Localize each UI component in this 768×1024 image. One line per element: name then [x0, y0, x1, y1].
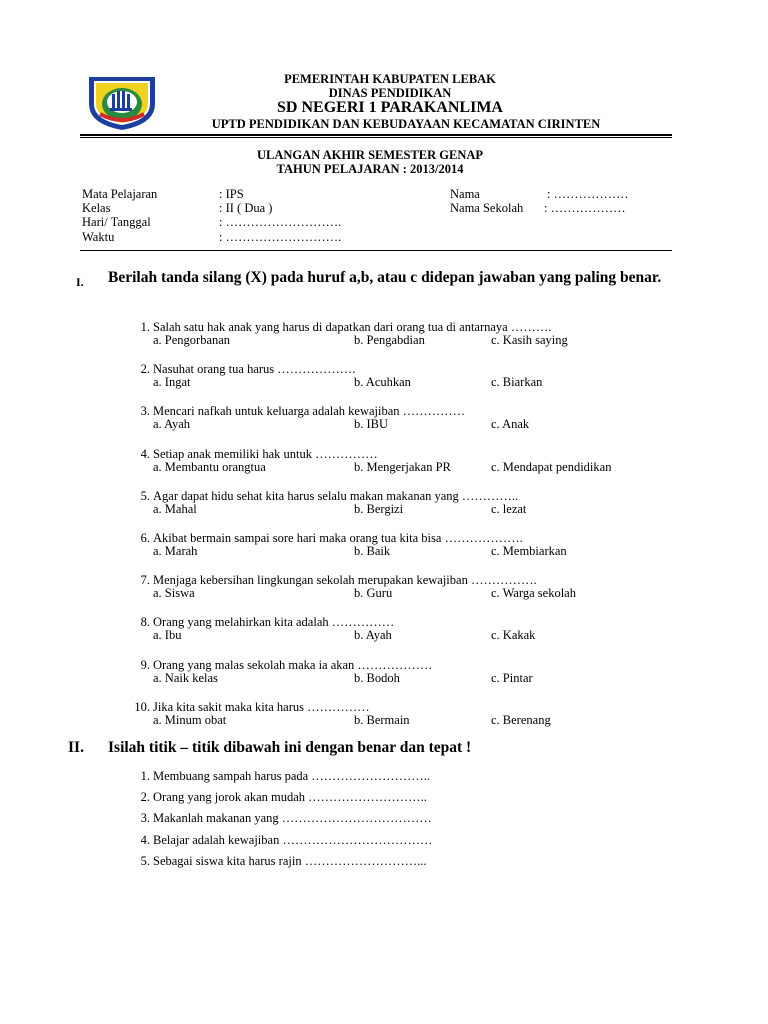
question-text: Jika kita sakit maka kita harus …………… — [153, 699, 370, 714]
option-a: a. Mahal — [153, 501, 197, 516]
option-b: b. Bergizi — [354, 501, 404, 516]
option-b: b. IBU — [354, 417, 389, 432]
subject-value: : IPS — [219, 187, 244, 201]
question-number: 9. — [140, 657, 150, 672]
option-c: c. Kasih saying — [491, 333, 568, 347]
option-b: b. Mengerjakan PR — [354, 459, 451, 474]
section2-number: II. — [68, 739, 84, 756]
class-label: Kelas — [82, 201, 111, 215]
uptd-heading: UPTD PENDIDIKAN DAN KEBUDAYAAN KECAMATAN CIRINTEN — [211, 117, 601, 131]
question-text: Nasuhat orang tua harus ………………. — [153, 362, 356, 377]
fill-in-number: 3. — [140, 811, 150, 826]
section1-instruction: Berilah tanda silang (X) pada huruf a,b, atau c didepan jawaban yang paling benar. — [108, 269, 662, 286]
question-text: Setiap anak memiliki hak untuk …………… — [153, 446, 378, 461]
option-b: b. Baik — [354, 544, 391, 558]
question-number: 3. — [140, 404, 150, 419]
option-b: b. Bodoh — [354, 670, 400, 685]
info-rule — [80, 250, 672, 251]
fill-in-text: Belajar adalah kewajiban ……………………………… — [153, 832, 433, 847]
option-c: c. Warga sekolah — [491, 586, 576, 601]
exam-title: ULANGAN AKHIR SEMESTER GENAP — [256, 148, 484, 162]
fill-in-number: 1. — [140, 769, 150, 783]
name-value: : ……………… — [547, 187, 629, 201]
option-c: c. Biarkan — [491, 375, 543, 390]
option-c: c. Membiarkan — [491, 544, 567, 558]
fill-in-number: 5. — [140, 853, 150, 868]
government-heading: PEMERINTAH KABUPATEN LEBAK — [284, 72, 496, 86]
question-number: 10. — [134, 699, 150, 714]
fill-in-text: Sebagai siswa kita harus rajin ………………………... — [153, 853, 427, 868]
option-a: a. Ingat — [153, 375, 191, 390]
fill-in-text: Makanlah makanan yang ……………………………… — [153, 811, 432, 826]
option-b: b. Bermain — [354, 712, 410, 727]
question-number: 7. — [140, 573, 150, 588]
section2-instruction: Isilah titik – titik dibawah ini dengan benar dan tepat ! — [108, 739, 472, 756]
question-number: 6. — [140, 531, 150, 545]
header-rule-thin — [80, 137, 672, 138]
question-text: Mencari nafkah untuk keluarga adalah kewajiban …………… — [153, 404, 466, 419]
question-number: 8. — [140, 615, 150, 630]
question-text: Salah satu hak anak yang harus di dapatkan dari orang tua di antarnaya ………. — [153, 320, 552, 334]
option-a: a. Ibu — [153, 628, 182, 643]
fill-in-text: Membuang sampah harus pada ……………………….. — [153, 769, 431, 783]
school-name: SD NEGERI 1 PARAKANLIMA — [277, 99, 503, 116]
question-text: Orang yang melahirkan kita adalah …………… — [153, 615, 395, 630]
regency-logo — [86, 74, 158, 132]
option-a: a. Membantu orangtua — [153, 459, 266, 474]
option-a: a. Marah — [153, 544, 198, 558]
option-c: c. Pintar — [491, 670, 533, 685]
question-text: Orang yang malas sekolah maka ia akan ……………… — [153, 657, 433, 672]
fill-in-number: 2. — [140, 790, 150, 805]
time-label: Waktu — [82, 230, 115, 244]
school-label: Nama Sekolah — [450, 201, 524, 215]
class-value: : II ( Dua ) — [219, 201, 273, 215]
header-rule-thick — [80, 134, 672, 136]
option-b: b. Guru — [354, 586, 393, 601]
option-c: c. Anak — [491, 417, 530, 432]
option-b: b. Acuhkan — [354, 375, 411, 390]
question-text: Agar dapat hidu sehat kita harus selalu makan makanan yang ………….. — [153, 488, 519, 503]
question-text: Menjaga kebersihan lingkungan sekolah merupakan kewajiban ……………. — [153, 573, 537, 588]
date-value: : ………………………. — [219, 215, 342, 229]
option-a: a. Pengorbanan — [153, 333, 231, 347]
option-c: c. Berenang — [491, 712, 551, 727]
department-heading: DINAS PENDIDIKAN — [328, 86, 452, 100]
option-b: b. Ayah — [354, 628, 392, 643]
option-a: a. Ayah — [153, 417, 191, 432]
option-c: c. Kakak — [491, 628, 536, 643]
option-a: a. Minum obat — [153, 712, 227, 727]
section1-number: I. — [76, 275, 84, 289]
subject-label: Mata Pelajaran — [82, 187, 158, 201]
name-label: Nama — [450, 187, 480, 201]
date-label: Hari/ Tanggal — [82, 215, 151, 229]
shield-emblem-icon — [86, 74, 158, 132]
question-number: 4. — [140, 446, 150, 461]
option-c: c. lezat — [491, 501, 527, 516]
exam-year: TAHUN PELAJARAN : 2013/2014 — [276, 162, 464, 176]
question-number: 1. — [140, 320, 150, 334]
option-a: a. Siswa — [153, 586, 195, 601]
option-a: a. Naik kelas — [153, 670, 218, 685]
school-value: : ……………… — [544, 201, 626, 215]
time-value: : ………………………. — [219, 230, 342, 244]
question-number: 5. — [140, 488, 150, 503]
question-number: 2. — [140, 362, 150, 377]
option-c: c. Mendapat pendidikan — [491, 459, 612, 474]
fill-in-text: Orang yang jorok akan mudah ……………………….. — [153, 790, 427, 805]
question-text: Akibat bermain sampai sore hari maka orang tua kita bisa ………………. — [153, 531, 523, 545]
option-b: b. Pengabdian — [354, 333, 425, 347]
fill-in-number: 4. — [140, 832, 150, 847]
